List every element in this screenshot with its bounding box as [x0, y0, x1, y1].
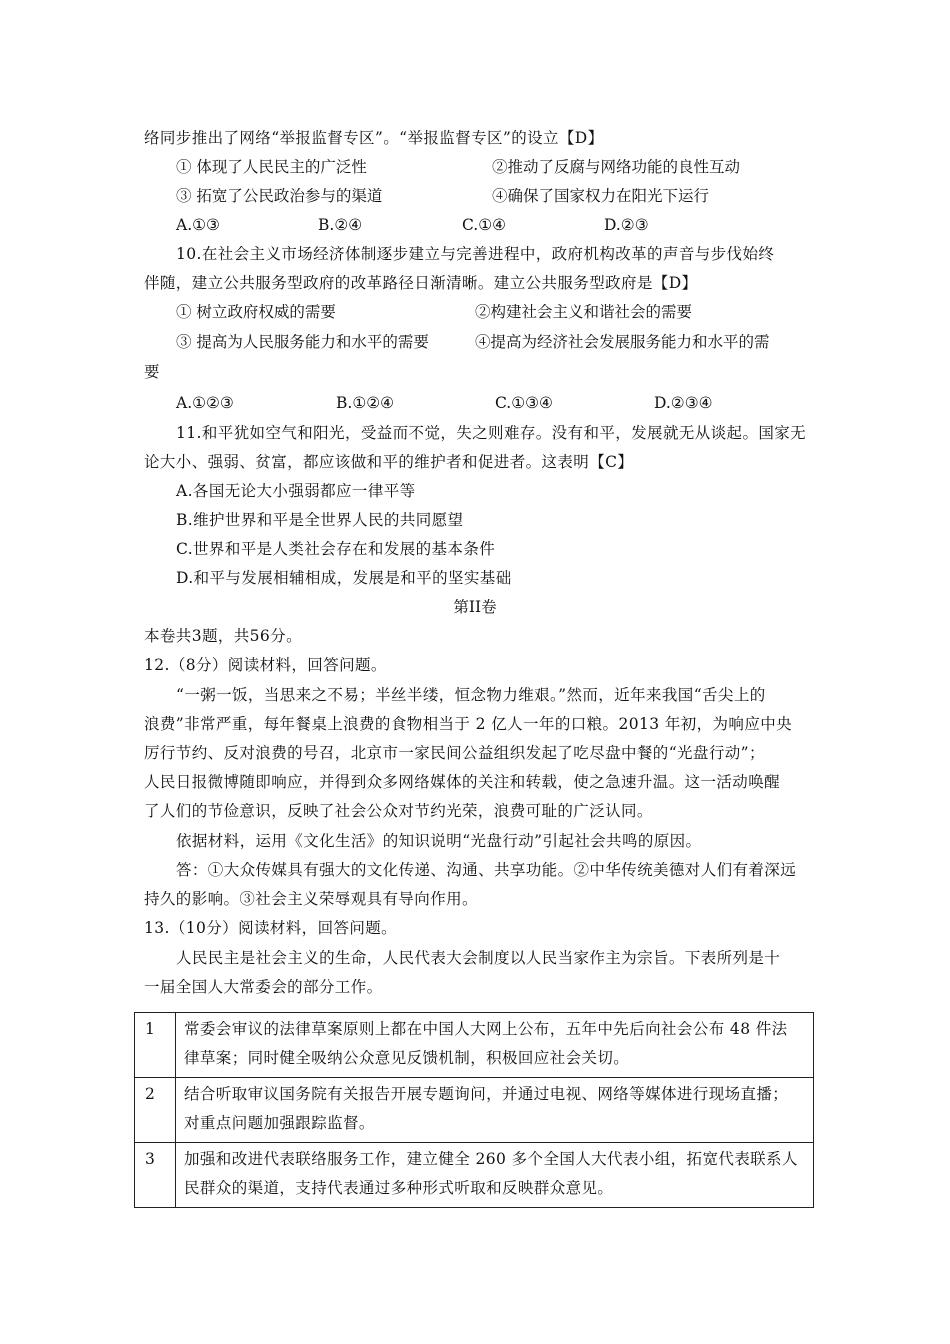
- npc-work-table: [134, 1012, 814, 1208]
- q9-option-4: ④确保了国家权力在阳光下运行: [492, 187, 710, 205]
- q12-material-line1: “一粥一饭，当思来之不易；半丝半缕，恒念物力维艰。”然而，近年来我国“舌尖上的: [176, 686, 766, 704]
- q12-material-line2: 浪费”非常严重，每年餐桌上浪费的食物相当于 2 亿人一年的口粮。2013 年初，为响应中央: [144, 715, 793, 733]
- row-text-line: 律草案；同时健全吸纳公众意见反馈机制，积极回应社会关切。: [184, 1049, 630, 1067]
- q13-heading: 13.（10分）阅读材料，回答问题。: [144, 919, 398, 937]
- q11-option-a: A.各国无论大小强弱都应一律平等: [176, 482, 416, 500]
- row-content: [176, 1013, 814, 1078]
- q11-option-c: C.世界和平是人类社会存在和发展的基本条件: [176, 540, 496, 558]
- q11-stem-line2: 论大小、强弱、贫富，都应该做和平的维护者和促进者。这表明【C】: [144, 453, 634, 471]
- q10-option-4-wrap: 要: [144, 363, 160, 381]
- row-number: 1: [135, 1013, 176, 1078]
- q12-task: 依据材料，运用《文化生活》的知识说明“光盘行动”引起社会共鸣的原因。: [176, 832, 702, 850]
- row-text-line: 常委会审议的法律草案原则上都在中国人大网上公布，五年中先后向社会公布 48 件法: [184, 1020, 788, 1038]
- q10-stem-line2: 伴随，建立公共服务型政府的改革路径日渐清晰。建立公共服务型政府是【D】: [144, 274, 698, 292]
- q12-answer-line2: 持久的影响。③社会主义荣辱观具有导向作用。: [144, 890, 478, 908]
- table-row: [135, 1143, 814, 1208]
- q9-option-2: ②推动了反腐与网络功能的良性互动: [492, 158, 741, 176]
- q9-choice-a: A.①③: [176, 216, 220, 234]
- q10-stem-line1: 10.在社会主义市场经济体制逐步建立与完善进程中，政府机构改革的声音与步伐始终: [176, 245, 775, 263]
- q10-option-1: ① 树立政府权威的需要: [176, 303, 336, 321]
- row-content: [176, 1078, 814, 1143]
- q12-answer-line1: 答：①大众传媒具有强大的文化传递、沟通、共享功能。②中华传统美德对人们有着深远: [176, 861, 797, 879]
- q10-choice-c: C.①③④: [495, 394, 553, 412]
- row-text-line: 对重点问题加强跟踪监督。: [184, 1114, 375, 1132]
- row-number: 2: [135, 1078, 176, 1143]
- q12-material-line3: 厉行节约、反对浪费的号召，北京市一家民间公益组织发起了吃尽盘中餐的“光盘行动”；: [144, 744, 765, 762]
- q13-material-line2: 一届全国人大常委会的部分工作。: [144, 978, 383, 996]
- q9-choice-b: B.②④: [318, 216, 363, 234]
- q10-option-3: ③ 提高为人民服务能力和水平的需要: [176, 333, 429, 351]
- q9-option-1: ① 体现了人民民主的广泛性: [176, 158, 367, 176]
- q12-material-line5: 了人们的节俭意识，反映了社会公众对节约光荣，浪费可耻的广泛认同。: [144, 802, 653, 820]
- q12-material-line4: 人民日报微博随即响应，并得到众多网络媒体的关注和转载，使之急速升温。这一活动唤醒: [144, 773, 781, 791]
- section-title: 第II卷: [453, 598, 497, 616]
- q10-choice-d: D.②③④: [654, 394, 713, 412]
- row-content: [176, 1143, 814, 1208]
- table-row: [135, 1013, 814, 1078]
- q10-choice-b: B.①②④: [336, 394, 395, 412]
- q9-choice-d: D.②③: [604, 216, 649, 234]
- q11-stem-line1: 11.和平犹如空气和阳光，受益而不觉，失之则难存。没有和平，发展就无从谈起。国家无: [176, 424, 807, 442]
- q11-option-d: D.和平与发展相辅相成，发展是和平的坚实基础: [176, 569, 512, 587]
- table-row: [135, 1078, 814, 1143]
- q9-choice-c: C.①④: [462, 216, 507, 234]
- q10-option-2: ②构建社会主义和谐社会的需要: [475, 303, 693, 321]
- section-intro: 本卷共3题，共56分。: [144, 627, 302, 645]
- q10-choice-a: A.①②③: [176, 394, 234, 412]
- q9-option-3: ③ 拓宽了公民政治参与的渠道: [176, 187, 383, 205]
- q11-option-b: B.维护世界和平是全世界人民的共同愿望: [176, 511, 464, 529]
- q12-heading: 12.（8分）阅读材料，回答问题。: [144, 656, 387, 674]
- row-text-line: 加强和改进代表联络服务工作，建立健全 260 多个全国人大代表小组，拓宽代表联系人: [184, 1150, 798, 1168]
- q10-option-4: ④提高为经济社会发展服务能力和水平的需: [475, 333, 770, 351]
- q9-stem: 络同步推出了网络“举报监督专区”。“举报监督专区”的设立【D】: [144, 129, 604, 147]
- row-text-line: 结合听取审议国务院有关报告开展专题询问，并通过电视、网络等媒体进行现场直播；: [184, 1085, 789, 1103]
- q13-material-line1: 人民民主是社会主义的生命，人民代表大会制度以人民当家作主为宗旨。下表所列是十: [176, 949, 781, 967]
- row-text-line: 民群众的渠道，支持代表通过多种形式听取和反映群众意见。: [184, 1179, 614, 1197]
- row-number: 3: [135, 1143, 176, 1208]
